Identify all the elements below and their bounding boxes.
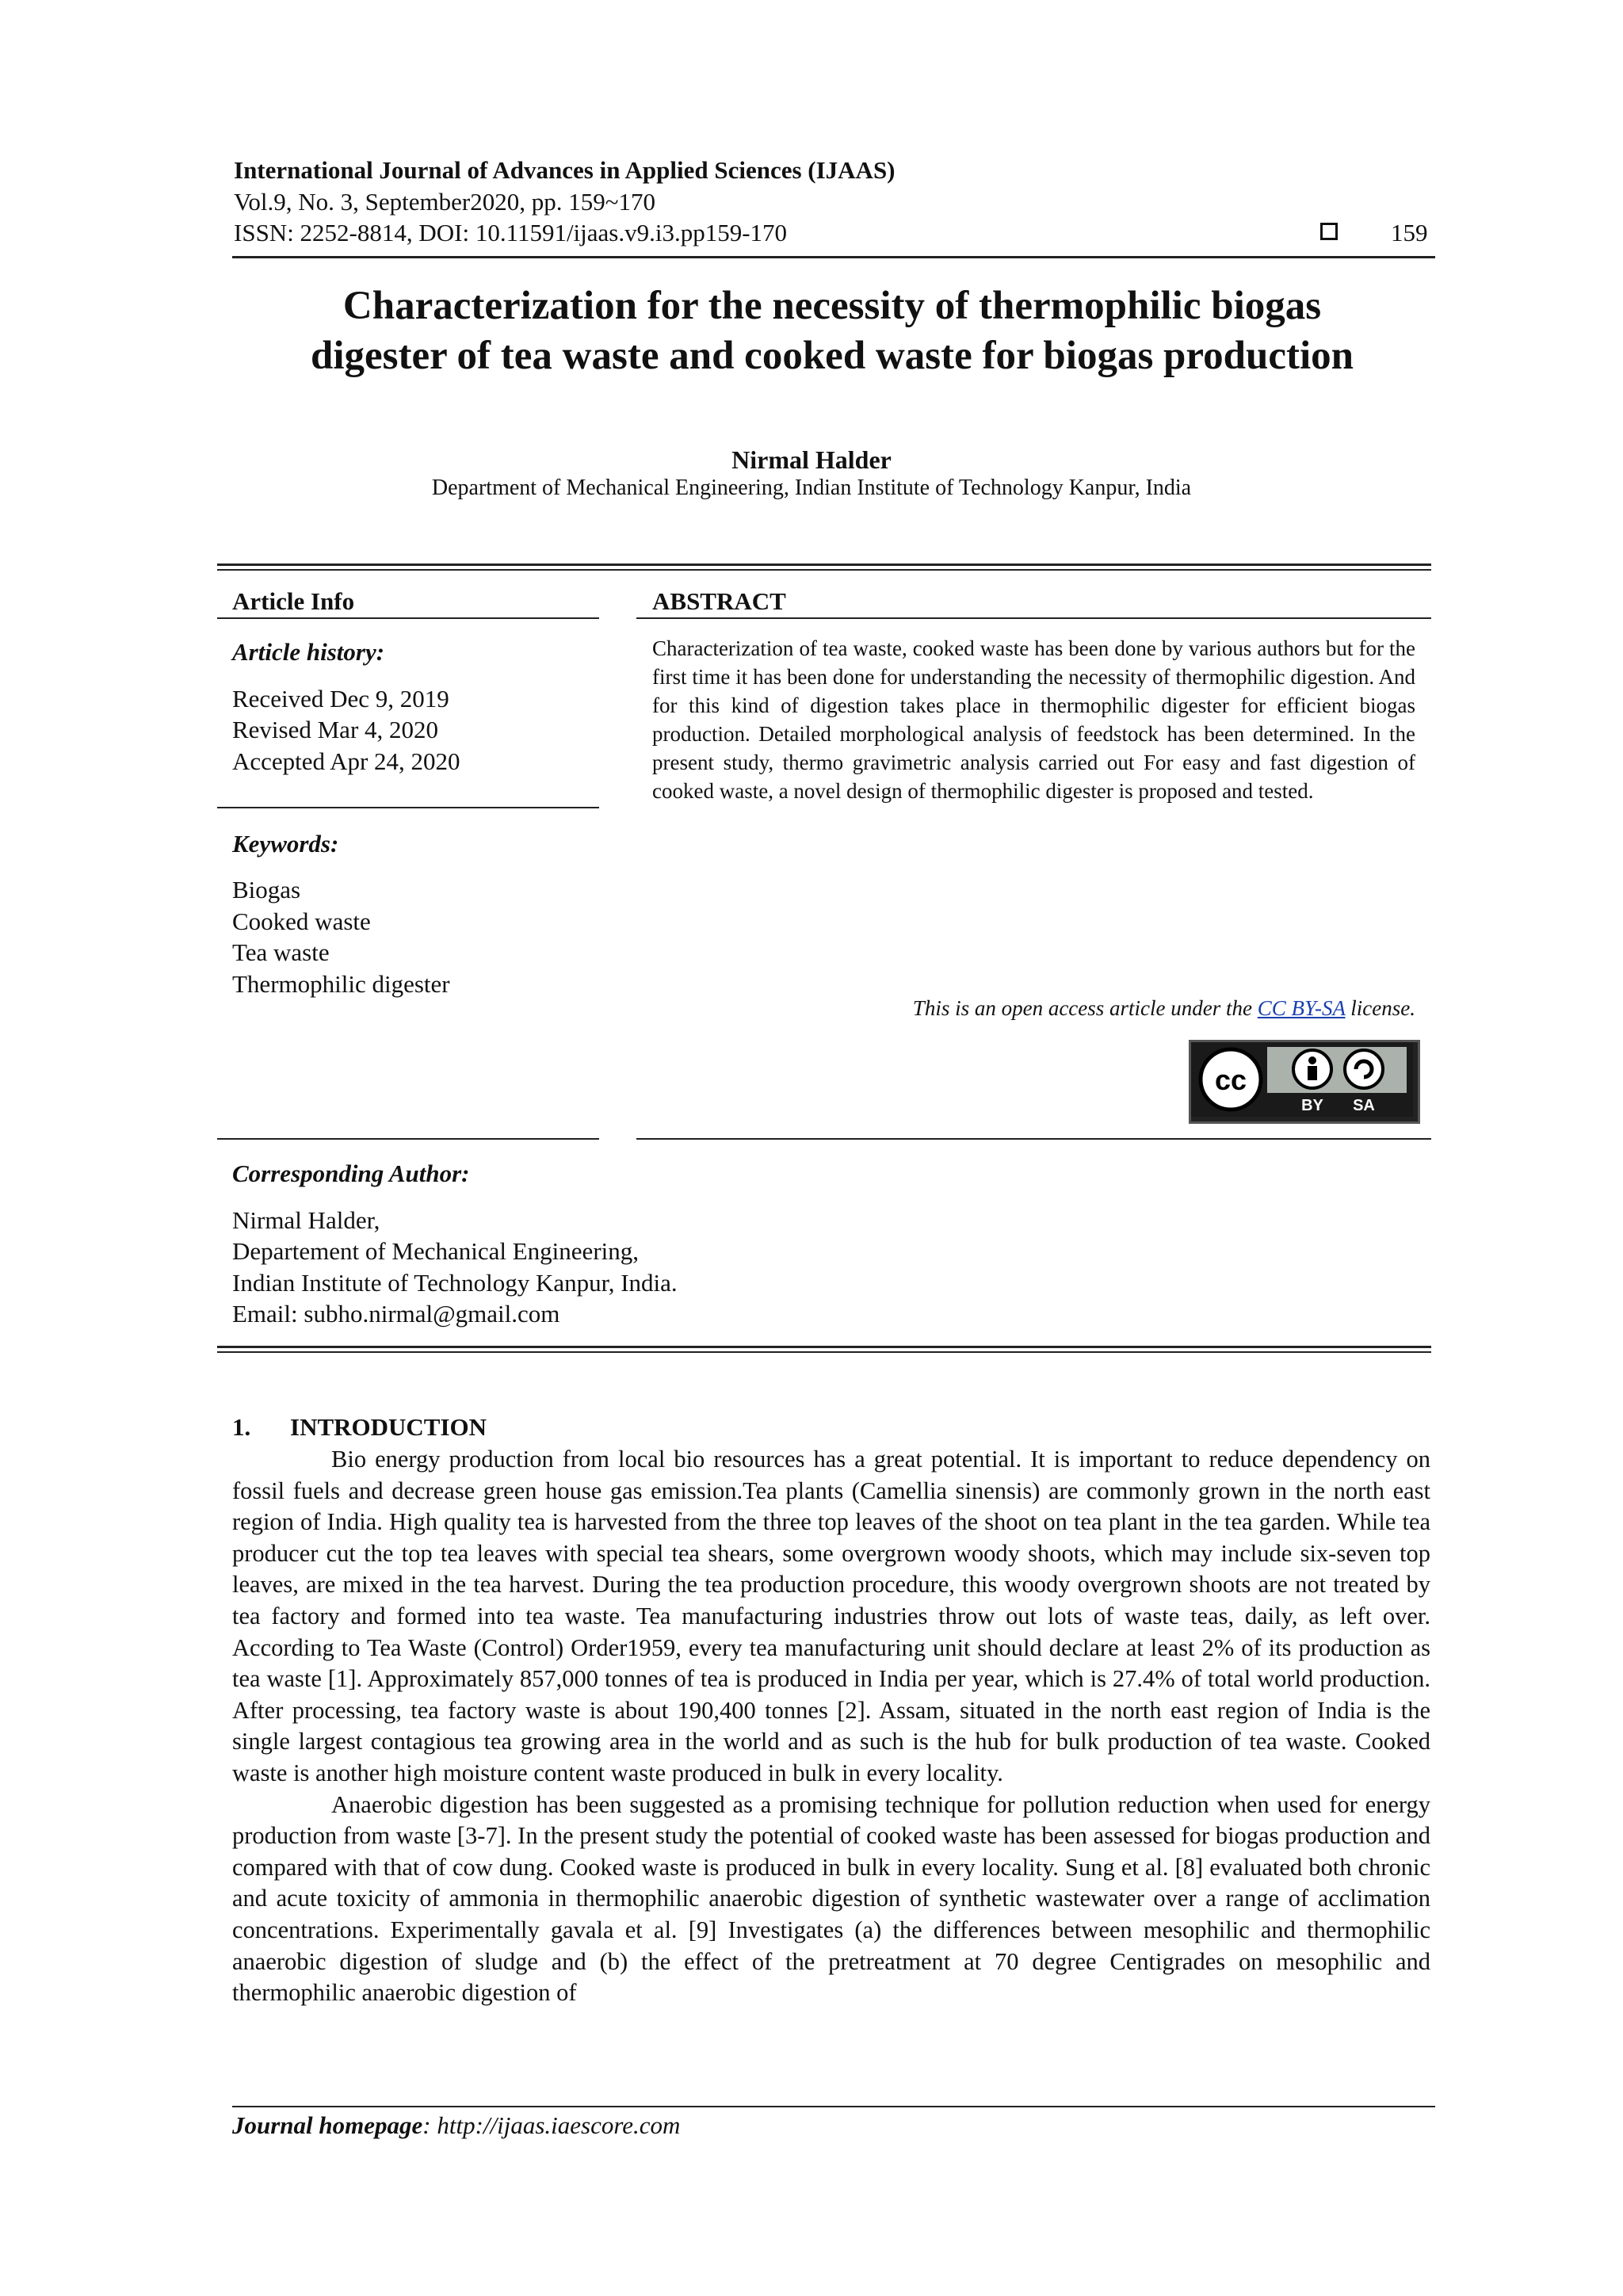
page-number: 159 [1391,219,1428,246]
corresponding-line: Nirmal Halder, [232,1206,380,1234]
info-box-bottom-rule-2 [217,1351,1431,1353]
abstract-bottom-rule [636,1138,1431,1140]
revised-date: Revised Mar 4, 2020 [232,716,439,743]
accepted-date: Accepted Apr 24, 2020 [232,747,460,775]
license-link[interactable]: CC BY-SA [1257,996,1346,1020]
corresponding-author-heading: Corresponding Author: [232,1159,470,1187]
volume-info: Vol.9, No. 3, September2020, pp. 159~170 [234,188,655,216]
received-date: Received Dec 9, 2019 [232,685,449,712]
paragraph: Anaerobic digestion has been suggested as a promising technique for pollution reduction when used for energy production from waste [3-7]. In the present study the potential of cooked waste has been assessed for biogas production and compared with that of cow dung. Cooked waste is produced in bulk in every locality. Sung et al. [8] evaluated both chronic and acute toxicity of ammonia in thermophilic anaerobic digestion of synthetic wastewater over a range of acclimation concentrations. Experimentally gavala et al. [9] Investigates (a) the differences between mesophilic and thermophilic anaerobic digestion of sludge and (b) the effect of the pretreatment at 70 degree Centigrades on mesophilic and thermophilic anaerobic digestion of [232,1790,1430,2007]
homepage-url[interactable]: : http://ijaas.iaescore.com [422,2111,681,2139]
article-info-rule [217,617,599,619]
keywords-rule [217,807,599,808]
section-number: 1. [232,1413,251,1441]
paper-title-line-1: Characterization for the necessity of thermophilic biogas [342,284,1322,328]
author-affiliation: Department of Mechanical Engineering, Indian Institute of Technology Kanpur, India [431,476,1192,500]
corresponding-email: Email: subho.nirmal@gmail.com [232,1300,560,1328]
introduction-body [232,1444,1430,2009]
cc-icon-text: cc [1214,1064,1247,1096]
info-box-top-rule-2 [217,569,1431,571]
keywords-heading: Keywords: [232,830,339,858]
square-icon [1320,223,1338,240]
paragraph: Bio energy production from local bio resources has a great potential. It is important to reduce dependency on fossil fuels and decrease green house gas emission.Tea plants (Camellia sinensis) are commonly grown in the north east region of India. High quality tea is harvested from the three top leaves of the shoot on tea plant in the tea garden. While tea producer cut the top tea leaves with special tea shears, some overgrown woody shoots, which may include six-seven top leaves, are mixed in the tea harvest. During the tea production procedure, this woody overgrown shoots are not treated by tea factory and formed into tea waste. Tea manufacturing industries throw out lots of waste teas, daily, as left over. According to Tea Waste (Control) Order1959, every tea manufacturing unit should declare at least 2% of its production as tea waste [1]. Approximately 857,000 tonnes of tea is produced in India per year, which is 27.4% of total world production. After processing, tea factory waste is about 190,400 tonnes [2]. Assam, situated in the north east region of India is the single largest contagious tea growing area in the world and as such is the hub for bulk production of tea waste. Cooked waste is another high moisture content waste produced in bulk in every locality. [232,1446,1430,1786]
info-left-bottom-rule [217,1138,599,1140]
info-box-top-rule [217,563,1431,566]
cc-by-sa-badge[interactable] [1189,1040,1420,1124]
paper-title-line-2: digester of tea waste and cooked waste for biogas production [310,334,1354,378]
abstract-rule [636,617,1431,619]
keyword-item: Biogas [232,876,301,904]
keyword-item: Thermophilic digester [232,970,450,998]
by-icon-text: BY [1301,1097,1323,1114]
homepage-label: Journal homepage [232,2111,423,2139]
article-history-heading: Article history: [232,638,385,666]
section-heading: INTRODUCTION [290,1413,487,1441]
info-box-bottom-rule [217,1346,1431,1348]
abstract-text: Characterization of tea waste, cooked waste has been done by various authors but for the first time it has been done for understanding the necessity of thermophilic digestion. And for this kind of digestion takes place in thermophilic digester for efficient biogas production. Detailed morphological analysis of feedstock has been determined. In the present study, thermo gravimetric analysis carried out For easy and fast digestion of cooked waste, a novel design of thermophilic digester is proposed and tested. [652,636,1415,803]
journal-homepage [232,2111,680,2140]
license-suffix: license. [1345,996,1415,1020]
keyword-item: Tea waste [232,938,330,966]
cc-license-icon [1191,1042,1413,1117]
header-rule [232,256,1435,258]
license-line [652,996,1415,1021]
journal-name: International Journal of Advances in Applied Sciences (IJAAS) [234,156,896,184]
sa-icon-text: SA [1353,1097,1375,1114]
article-info-heading: Article Info [232,587,355,615]
keyword-item: Cooked waste [232,907,371,935]
corresponding-line: Indian Institute of Technology Kanpur, India. [232,1269,678,1297]
license-prefix: This is an open access article under the [912,996,1258,1020]
abstract-heading: ABSTRACT [652,587,786,615]
footer-rule [232,2106,1435,2107]
author-name: Nirmal Halder [731,445,892,474]
issn-doi: ISSN: 2252-8814, DOI: 10.11591/ijaas.v9.i3.pp159-170 [234,219,788,246]
corresponding-line: Departement of Mechanical Engineering, [232,1237,639,1265]
